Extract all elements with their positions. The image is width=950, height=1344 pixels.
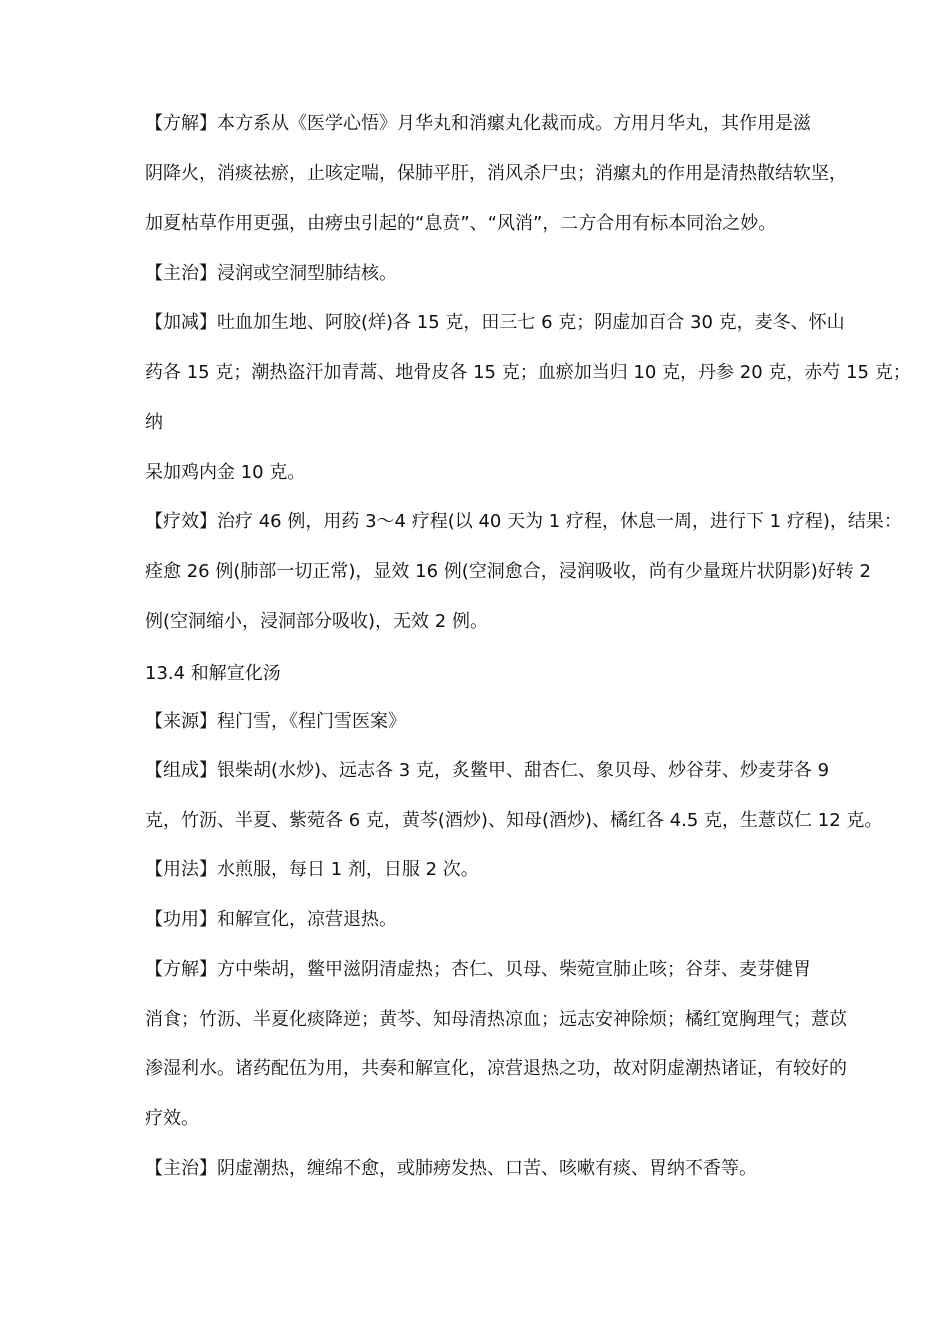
text-line: 【用法】水煎服，每日 1 剂，日服 2 次。 — [145, 859, 479, 880]
text-line: 消食；竹沥、半夏化痰降逆；黄芩、知母清热凉血；远志安神除烦；橘红宽胸理气；薏苡 — [145, 1009, 847, 1030]
text-line: 【疗效】治疗 46 例，用药 3～4 疗程(以 40 天为 1 疗程，休息一周，进行下 1 疗程)，结果： — [145, 511, 902, 532]
text-line: 克，竹沥、半夏、紫菀各 6 克，黄芩(酒炒)、知母(酒炒)、橘红各 4.5 克，生薏苡仁 12 克。 — [145, 810, 883, 831]
text-line: 【加减】吐血加生地、阿胶(烊)各 15 克，田三七 6 克；阴虚加百合 30 克，麦冬、怀山 — [145, 312, 845, 333]
text-line: 痊愈 26 例(肺部一切正常)，显效 16 例(空洞愈合，浸润吸收，尚有少量斑片状阴影)好转 2 — [145, 561, 871, 582]
text-line: 阴降火，消痰祛瘀，止咳定喘，保肺平肝，消风杀尸虫；消瘰丸的作用是清热散结软坚， — [145, 163, 847, 184]
text-line: 加夏枯草作用更强，由痨虫引起的“息贲”、“风消”，二方合用有标本同治之妙。 — [145, 213, 777, 234]
text-line: 【主治】阴虚潮热，缠绵不愈，或肺痨发热、口苦、咳嗽有痰、胃纳不香等。 — [145, 1158, 757, 1179]
text-line: 【功用】和解宣化，凉营退热。 — [145, 909, 397, 930]
text-line: 例(空洞缩小，浸洞部分吸收)，无效 2 例。 — [145, 611, 488, 632]
text-line: 【主治】浸润或空洞型肺结核。 — [145, 263, 397, 284]
text-line: 【来源】程门雪，《程门雪医案》 — [145, 711, 406, 732]
text-line: 渗湿利水。诸药配伍为用，共奏和解宣化，凉营退热之功，故对阴虚潮热诸证，有较好的 — [145, 1058, 847, 1079]
text-line: 【组成】银柴胡(水炒)、远志各 3 克，炙鳖甲、甜杏仁、象贝母、炒谷芽、炒麦芽各 9 — [145, 760, 830, 781]
text-line: 药各 15 克；潮热盗汗加青蒿、地骨皮各 15 克；血瘀加当归 10 克，丹参 20 克，赤芍 15 克； — [145, 362, 911, 383]
text-line: 疗效。 — [145, 1108, 199, 1129]
text-line: 【方解】本方系从《医学心悟》月华丸和消瘰丸化裁而成。方用月华丸，其作用是滋 — [145, 113, 811, 134]
text-line: 纳 — [145, 412, 163, 433]
text-line: 【方解】方中柴胡，鳖甲滋阴清虚热；杏仁、贝母、柴菀宣肺止咳；谷芽、麦芽健胃 — [145, 959, 811, 980]
section-heading: 13.4 和解宣化汤 — [145, 663, 281, 684]
text-line: 呆加鸡内金 10 克。 — [145, 462, 306, 483]
